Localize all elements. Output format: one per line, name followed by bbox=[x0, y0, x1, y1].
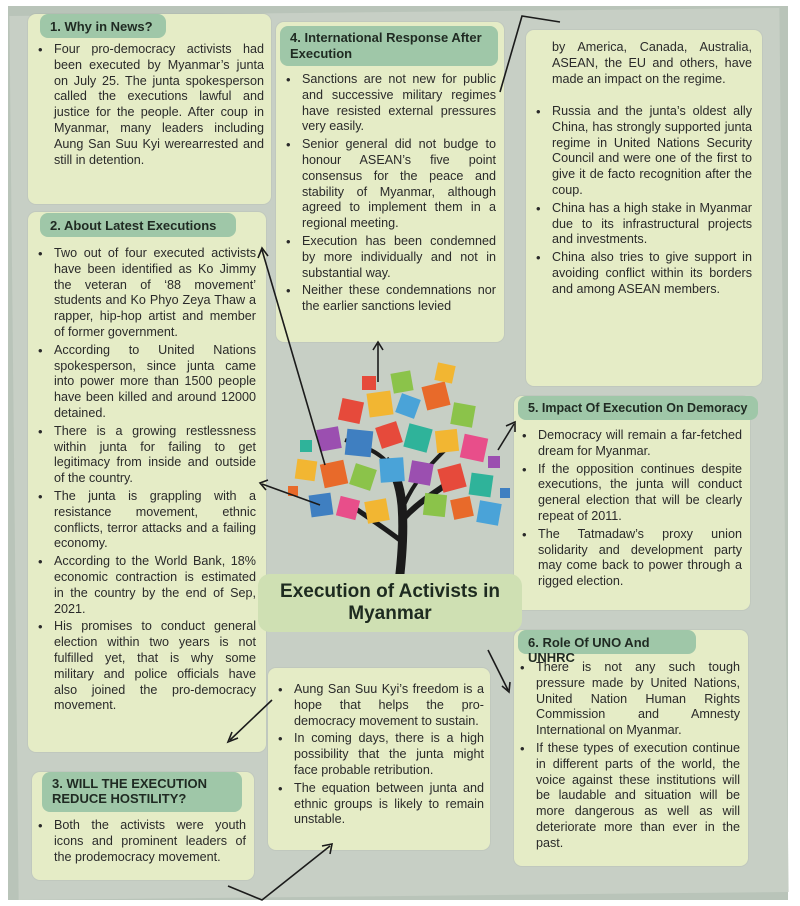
list-item: • The junta is grappling with a resistance movement, ethnic conflicts, terror attacks and a failing economy. bbox=[36, 489, 256, 552]
list-item: • The Tatmadaw’s proxy union solidarity and development party may come back to power through a rigged election. bbox=[520, 527, 742, 590]
list-item: • Sanctions are not new for public and successive military regimes have resisted external pressures very easily. bbox=[284, 72, 496, 135]
list-item: • Execution has been condemned by more individually and not in substantial way. bbox=[284, 234, 496, 281]
list-item: • According to the World Bank, 18% economic contraction is estimated in the country by the end of Sep, 2021. bbox=[36, 554, 256, 617]
list-item: • China also tries to give support in avoiding conflict within its borders and among ASEAN members. bbox=[534, 250, 752, 297]
list-item: • Two out of four executed activists have been identified as Ko Jimmy the veteran of ‘88 movement’ students and Ko Phyo Zeya Thaw a rapper, hip-hop artist and member of former government. bbox=[36, 246, 256, 341]
list-item: • Four pro-democracy activists had been executed by Myanmar’s junta on July 25. The junta spokesperson called the executions lawful and justice for the people. After coup in Myanmar, many leaders including Aung San Suu Kyi werearrested and still in detention. bbox=[36, 42, 264, 168]
list-item: • Neither these condemnations nor the earlier sanctions levied bbox=[284, 283, 496, 315]
list-item: • Both the activists were youth icons and prominent leaders of the prodemocracy movement. bbox=[36, 818, 246, 865]
list-item: • Senior general did not budge to honour ASEAN’s five point consensus for the peace and stability of Myanmar, although agreed to implement them in a regional meeting. bbox=[284, 137, 496, 232]
international-response-cont-lead: by America, Canada, Australia, ASEAN, the EU and others, have made an impact on the regime. bbox=[552, 40, 752, 86]
impact-democracy-heading: 5. Impact Of Execution On Demoracy bbox=[518, 396, 758, 420]
list-item: • China has a high stake in Myanmar due to its infrastructural projects and investments. bbox=[534, 201, 752, 248]
list-item: • His promises to conduct general election within two years is not fulfilled yet, that is why some military and police officials have also joined the pro-democracy movement. bbox=[36, 619, 256, 714]
why-in-news-heading: 1. Why in News? bbox=[40, 14, 166, 38]
international-response-heading: 4. International Response After Execution bbox=[280, 26, 498, 66]
reduce-hostility-heading: 3. WILL THE EXECUTION REDUCE HOSTILITY? bbox=[42, 772, 242, 812]
list-item: • Democracy will remain a far-fetched dream for Myanmar. bbox=[520, 428, 742, 460]
list-item: • In coming days, there is a high possibility that the junta might face probable retribution. bbox=[276, 731, 484, 778]
list-item: • If these types of execution continue in different parts of the world, the voice against these institutions will be laudable and situation will be more dangerous as well as will deteriorate more than ever in the past. bbox=[518, 741, 740, 852]
list-item: • Russia and the junta’s oldest ally China, has strongly supported junta regime in United Nations Security Council and were one of the first to give it de facto recognition after the coup. bbox=[534, 104, 752, 199]
about-latest-heading: 2. About Latest Executions bbox=[40, 213, 236, 237]
list-item: • There is not any such tough pressure made by United Nations, United Nation Human Rights Commission and Amnesty International on Myanmar. bbox=[518, 660, 740, 739]
list-item: • According to United Nations spokesperson, since junta came into power more than 1500 people have been killed and around 12000 detained. bbox=[36, 343, 256, 422]
list-item: • Aung San Suu Kyi’s freedom is a hope that helps the pro-democracy movement to sustain. bbox=[276, 682, 484, 729]
role-uno-heading: 6. Role Of UNO And UNHRC bbox=[518, 630, 696, 654]
page-title: Execution of Activists in Myanmar bbox=[258, 574, 522, 632]
list-item: • There is a growing restlessness within junta for failing to get legitimacy from inside and outside of the country. bbox=[36, 424, 256, 487]
list-item: • The equation between junta and ethnic groups is likely to remain unstable. bbox=[276, 781, 484, 828]
list-item: • If the opposition continues despite executions, the junta will conduct general election that will be clearly repeat of 2011. bbox=[520, 462, 742, 525]
